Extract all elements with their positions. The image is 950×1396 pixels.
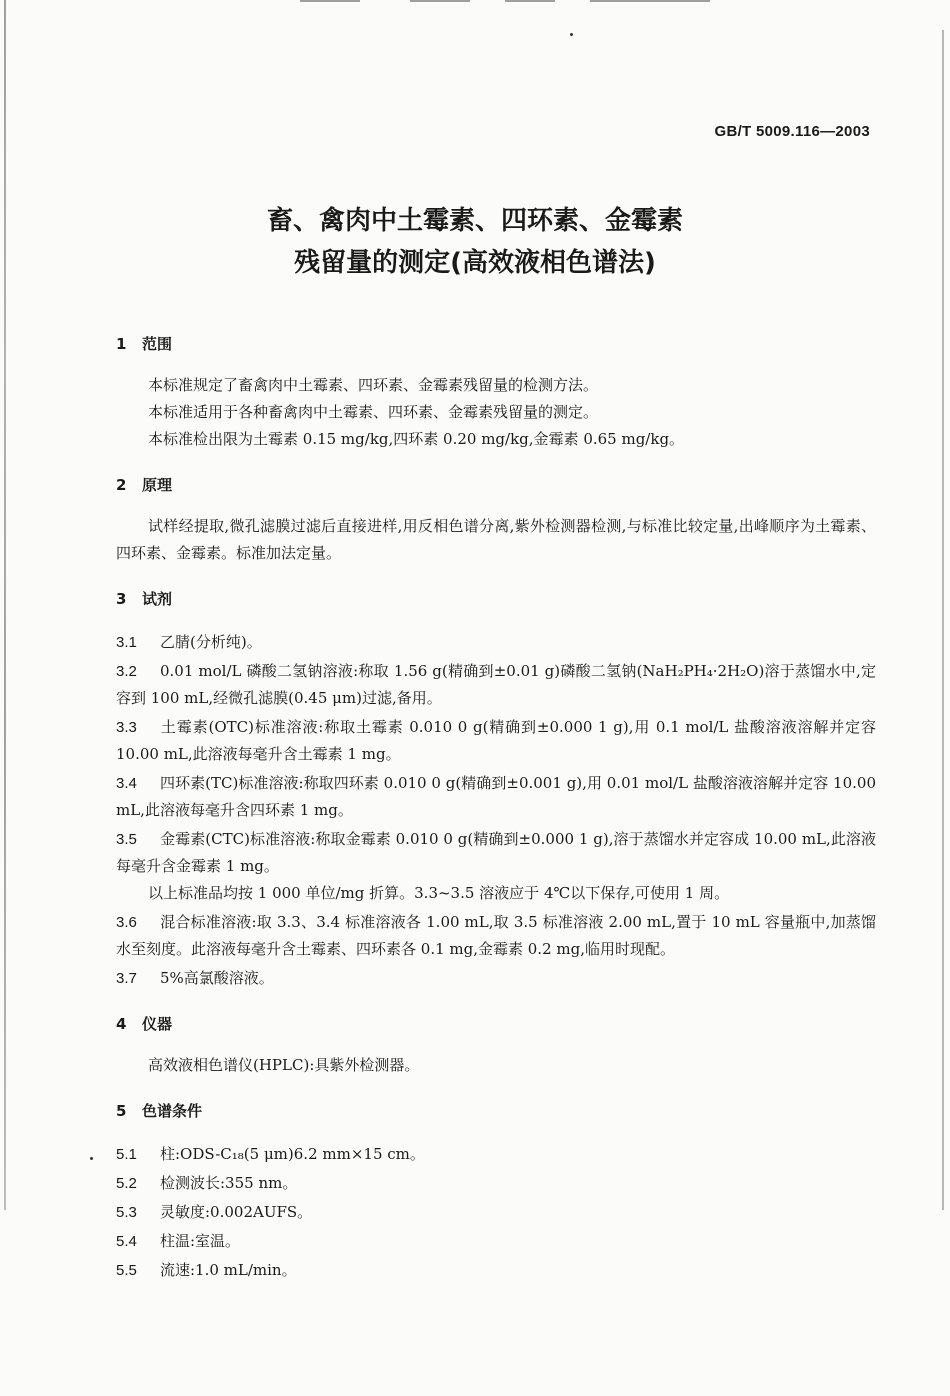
clause-number: 5.4 [116,1233,137,1250]
scan-top-mark [590,0,710,2]
standard-code: GB/T 5009.116—2003 [714,123,870,140]
scan-top-mark [505,0,555,2]
scan-top-mark [410,0,470,2]
section-3-heading [116,585,876,613]
clause-item [116,1257,876,1284]
document-title [0,200,950,284]
section-4-heading [116,1010,876,1038]
clause-text: 流速:1.0 mL/min。 [160,1261,297,1279]
clause-number: 3.3 [116,719,137,736]
clause-number: 3.5 [116,831,137,848]
clause-item [116,629,876,656]
clause-number: 3.2 [116,663,137,680]
section-title: 试剂 [142,590,173,608]
title-line-2: 残留量的测定(高效液相色谱法) [294,248,656,278]
note-paragraph: 以上标准品均按 1 000 单位/mg 折算。3.3~3.5 溶液应于 4℃以下保存,可使用 1 周。 [148,884,730,902]
paragraph: 本标准规定了畜禽肉中土霉素、四环素、金霉素残留量的检测方法。 [148,376,599,394]
clause-item [116,1170,876,1197]
section-2-heading [116,471,876,499]
clause-text: 柱温:室温。 [160,1232,241,1250]
clause-number: 5.3 [116,1204,137,1221]
section-title: 仪器 [142,1015,173,1033]
clause-text: 土霉素(OTC)标准溶液:称取土霉素 0.010 0 g(精确到±0.000 1 g),用 0.1 mol/L 盐酸溶液溶解并定容 10.00 mL,此溶液每毫升含土霉素 1 mg。 [116,718,876,763]
clause-item [116,714,876,768]
clause-item [116,965,876,992]
scan-edge-left [4,0,6,1210]
paragraph: 试样经提取,微孔滤膜过滤后直接进样,用反相色谱分离,紫外检测器检测,与标准比较定量,出峰顺序为土霉素、四环素、金霉素。标准加法定量。 [116,517,876,562]
section-title: 范围 [142,335,173,353]
clause-number: 5.2 [116,1175,137,1192]
section-number: 1 [116,335,127,353]
clause-item [116,909,876,963]
clause-item [116,1141,876,1168]
section-title: 原理 [142,476,173,494]
clause-text: 乙腈(分析纯)。 [160,633,262,651]
section-1-heading [116,330,876,358]
clause-text: 金霉素(CTC)标准溶液:称取金霉素 0.010 0 g(精确到±0.000 1 g),溶于蒸馏水并定容成 10.00 mL,此溶液每毫升含金霉素 1 mg。 [116,830,876,875]
scan-top-mark [300,0,360,2]
title-line-1: 畜、禽肉中土霉素、四环素、金霉素 [266,206,683,236]
clause-item [116,1228,876,1255]
section-5-heading [116,1097,876,1125]
section-title: 色谱条件 [142,1102,203,1120]
clause-number: 3.6 [116,914,137,931]
clause-text: 5%高氯酸溶液。 [160,969,274,987]
clause-text: 柱:ODS-C₁₈(5 μm)6.2 mm×15 cm。 [160,1145,425,1163]
clause-number: 5.1 [116,1146,137,1163]
clause-number: 3.1 [116,634,137,651]
clause-item [116,658,876,712]
section-number: 4 [116,1015,127,1033]
clause-item [116,826,876,880]
clause-number: 3.4 [116,775,137,792]
document-body [116,330,876,1284]
paragraph: 本标准检出限为土霉素 0.15 mg/kg,四环素 0.20 mg/kg,金霉素 0.65 mg/kg。 [148,430,685,448]
clause-text: 灵敏度:0.002AUFS。 [160,1203,313,1221]
clause-item [116,1199,876,1226]
clause-text: 检测波长:355 nm。 [160,1174,298,1192]
clause-text: 0.01 mol/L 磷酸二氢钠溶液:称取 1.56 g(精确到±0.01 g)磷酸二氢钠(NaH₂PH₄·2H₂O)溶于蒸馏水中,定容到 100 mL,经微孔滤膜(0.45 μm)过滤,备用。 [116,662,876,707]
stray-dot [90,1157,93,1160]
section-number: 2 [116,476,127,494]
stray-dot [570,33,573,36]
section-number: 5 [116,1102,127,1120]
paragraph: 本标准适用于各种畜禽肉中土霉素、四环素、金霉素残留量的测定。 [148,403,599,421]
clause-number: 5.5 [116,1262,137,1279]
section-number: 3 [116,590,127,608]
paragraph: 高效液相色谱仪(HPLC):具紫外检测器。 [148,1056,420,1074]
clause-text: 混合标准溶液:取 3.3、3.4 标准溶液各 1.00 mL,取 3.5 标准溶液 2.00 mL,置于 10 mL 容量瓶中,加蒸馏水至刻度。此溶液每毫升含土霉素、四环素各 0.1 mg,金霉素 0.2 mg,临用时现配。 [116,913,876,958]
clause-number: 3.7 [116,970,137,987]
clause-item [116,770,876,824]
clause-text: 四环素(TC)标准溶液:称取四环素 0.010 0 g(精确到±0.001 g),用 0.01 mol/L 盐酸溶液溶解并定容 10.00 mL,此溶液每毫升含四环素 1 mg。 [116,774,876,819]
